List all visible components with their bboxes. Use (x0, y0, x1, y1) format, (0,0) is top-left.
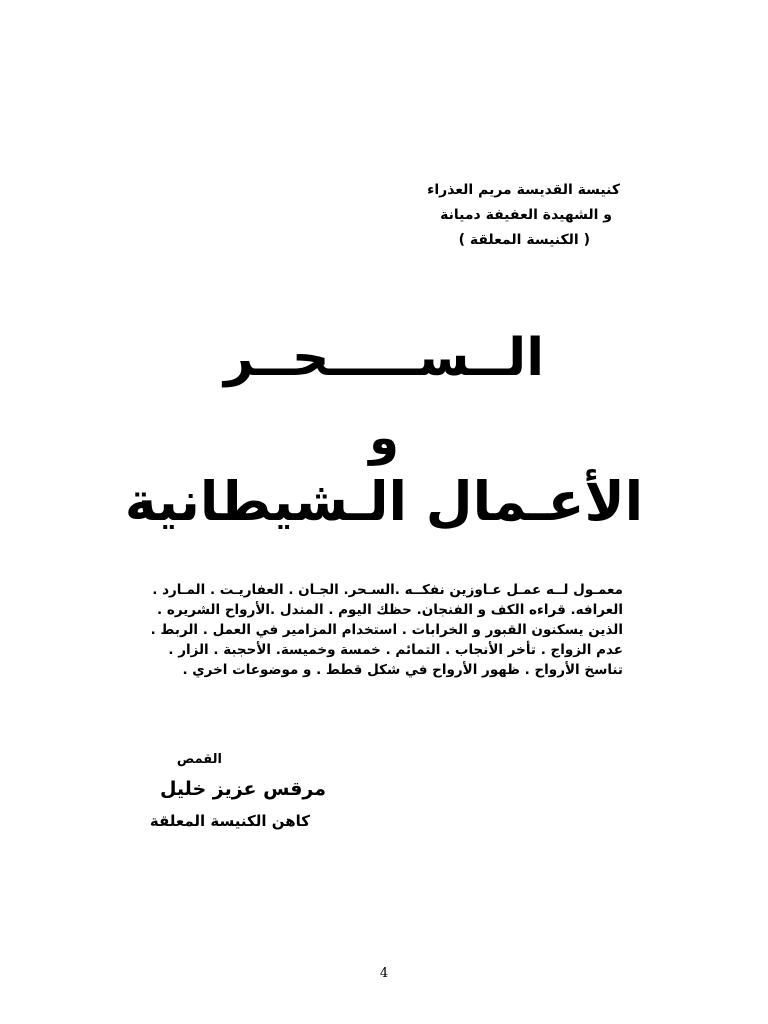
church-header (400, 178, 620, 253)
topics-line: تناسخ الأرواح . ظهور الأرواح في شكل قطط . و موضوعات اخري . (182, 662, 623, 678)
author-name: مرقس عزيز خليل (159, 778, 326, 800)
author-rank: القمص (176, 752, 222, 767)
topics-line: العرافه. قراءه الكف و الفنجان. حظك اليوم . المندل .الأرواح الشريره . (157, 602, 623, 618)
church-alias-line: ( الكنيسة المعلقة ) (458, 232, 590, 248)
martyr-name-line: و الشهيدة العفيفة دميانة (440, 207, 612, 223)
book-title-main: الــســـــحــر (223, 328, 545, 388)
topics-line: الذين يسكنون القبور و الخرابات . استخدام المزامير في العمل . الربط . (150, 622, 623, 638)
topics-line: عدم الزواج . تأخر الأنجاب . التمائم . خمسة وخميسة. الأحجبة . الزار . (168, 642, 623, 658)
author-role: كاهن الكنيسة المعلقة (149, 812, 310, 830)
topics-line: معمـول لــه عمـل عـاوزين نفكــه .السـحر. الجـان . العفاريـت . المـارد . (152, 582, 623, 598)
church-name-line: كنيسة القديسة مريم العذراء (427, 182, 620, 198)
topics-list (148, 580, 623, 680)
book-title-conjunction: و (369, 410, 399, 466)
page-number: 4 (379, 966, 389, 981)
book-title-secondary: الأعـمال الـشيطانية (124, 470, 644, 533)
